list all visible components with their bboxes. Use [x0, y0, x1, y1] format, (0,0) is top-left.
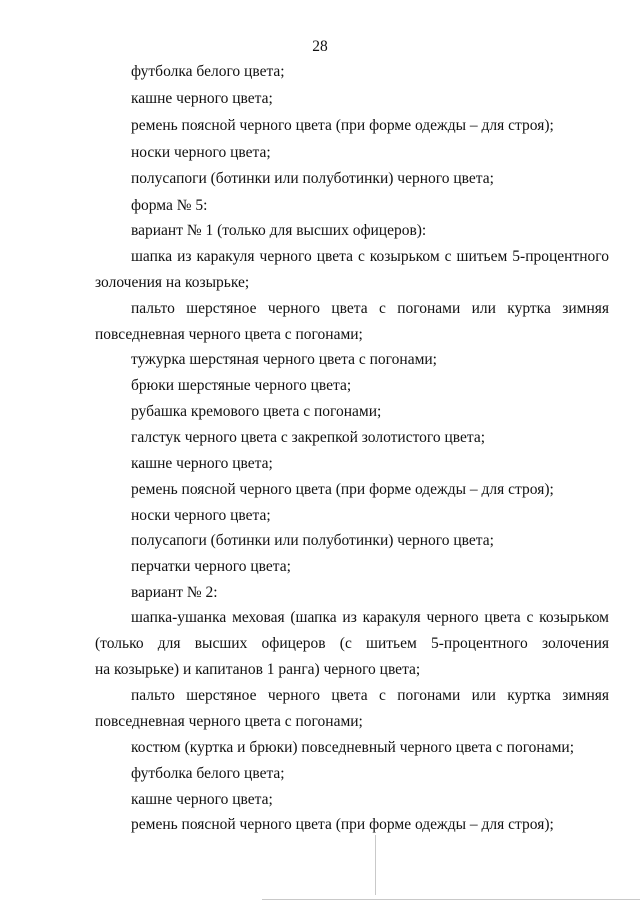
text-line: тужурка шерстяная черного цвета с погонами;	[131, 351, 437, 368]
text-line: носки черного цвета;	[131, 144, 271, 161]
text-line: пальто шерстяное черного цвета с погонами или куртка зимняя	[131, 687, 609, 704]
text-line: ремень поясной черного цвета (при форме одежды – для строя);	[131, 117, 554, 134]
text-line: галстук черного цвета с закрепкой золотистого цвета;	[131, 429, 486, 446]
scan-artifact-line	[262, 899, 640, 900]
text-line: кашне черного цвета;	[131, 90, 273, 107]
text-line: повседневная черного цвета с погонами;	[95, 713, 363, 730]
text-line: футболка белого цвета;	[131, 765, 285, 782]
text-line: на козырьке) и капитанов 1 ранга) черного цвета;	[95, 661, 421, 678]
text-line: ремень поясной черного цвета (при форме одежды – для строя);	[131, 816, 554, 833]
text-line: повседневная черного цвета с погонами;	[95, 326, 363, 343]
text-line: носки черного цвета;	[131, 507, 271, 524]
text-line: золочения на козырьке;	[95, 274, 250, 291]
text-line: кашне черного цвета;	[131, 791, 273, 808]
text-line: ремень поясной черного цвета (при форме одежды – для строя);	[131, 481, 554, 498]
text-line: перчатки черного цвета;	[131, 558, 291, 575]
text-line: шапка-ушанка меховая (шапка из каракуля черного цвета с козырьком	[131, 609, 609, 626]
text-line: полусапоги (ботинки или полуботинки) черного цвета;	[131, 170, 494, 187]
text-line: вариант № 1 (только для высших офицеров):	[131, 222, 427, 239]
scan-artifact-line	[375, 835, 376, 895]
text-line: костюм (куртка и брюки) повседневный черного цвета с погонами;	[131, 739, 574, 756]
text-line: рубашка кремового цвета с погонами;	[131, 403, 382, 420]
page-number: 28	[312, 38, 328, 55]
text-line: кашне черного цвета;	[131, 455, 273, 472]
text-line: (только для высших офицеров (с шитьем 5-процентного золочения	[95, 635, 609, 652]
text-line: форма № 5:	[131, 197, 208, 214]
text-line: футболка белого цвета;	[131, 63, 285, 80]
text-line: брюки шерстяные черного цвета;	[131, 377, 352, 394]
text-line: полусапоги (ботинки или полуботинки) черного цвета;	[131, 532, 494, 549]
text-line: вариант № 2:	[131, 584, 218, 601]
text-line: шапка из каракуля черного цвета с козырьком с шитьем 5-процентного	[131, 248, 609, 265]
text-line: пальто шерстяное черного цвета с погонами или куртка зимняя	[131, 300, 609, 317]
